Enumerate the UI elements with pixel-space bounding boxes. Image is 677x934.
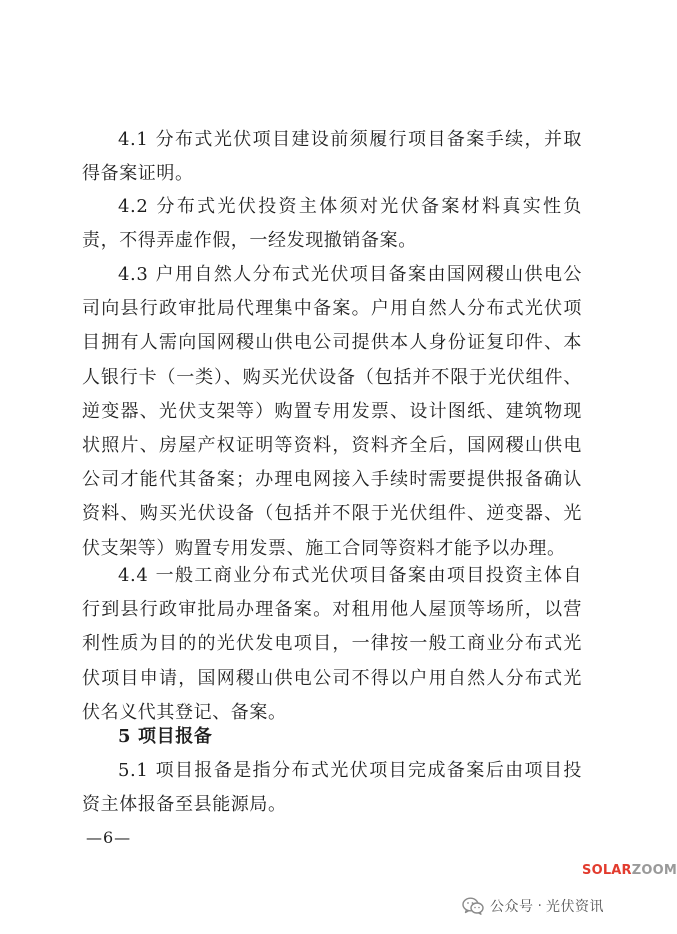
paragraph-5-1: 5.1 项目报备是指分布式光伏项目完成备案后由项目投资主体报备至县能源局。 [82, 760, 582, 816]
watermark-separator: · [537, 898, 542, 914]
watermark-account-label: 公众号 [490, 899, 534, 915]
section-heading: 5 项目报备 [118, 726, 213, 747]
brand-part-solar: SOLAR [582, 863, 632, 878]
paragraph-4-3: 4.3 户用自然人分布式光伏项目备案由国网稷山供电公司向县行政审批局代理集中备案。户用自然人分布式光伏项目拥有人需向国网稷山供电公司提供本人身份证复印件、本人银行卡（一类）、购买光伏设备（包括并不限于光伏组件、逆变器、光伏支架等）购置专用发票、设计图纸、建筑物现状照片、房屋产权证明等资料，资料齐全后，国网稷山供电公司才能代其备案；办理电网接入手续时需要提供报备确认资料、购买光伏设备（包括并不限于光伏组件、逆变器、光伏支架等）购置专用发票、施工合同等资料才能予以办理。 [82, 264, 582, 559]
paragraph-4-4: 4.4 一般工商业分布式光伏项目备案由项目投资主体自行到县行政审批局办理备案。对租用他人屋顶等场所，以营利性质为目的的光伏发电项目，一律按一般工商业分布式光伏项目申请，国网稷山供电公司不得以户用自然人分布式光伏名义代其登记、备案。 [82, 565, 582, 723]
wechat-watermark [462, 894, 604, 918]
wechat-icon [462, 897, 484, 915]
brand-logo [582, 863, 677, 878]
page-number: —6— [86, 828, 132, 847]
paragraph-4-1: 4.1 分布式光伏项目建设前须履行项目备案手续，并取得备案证明。 [82, 129, 582, 185]
watermark-account-name: 光伏资讯 [545, 899, 604, 915]
brand-part-zoom: ZOOM [631, 863, 677, 878]
paragraph-4-2: 4.2 分布式光伏投资主体须对光伏备案材料真实性负责，不得弄虚作假，一经发现撤销备案。 [82, 196, 582, 252]
